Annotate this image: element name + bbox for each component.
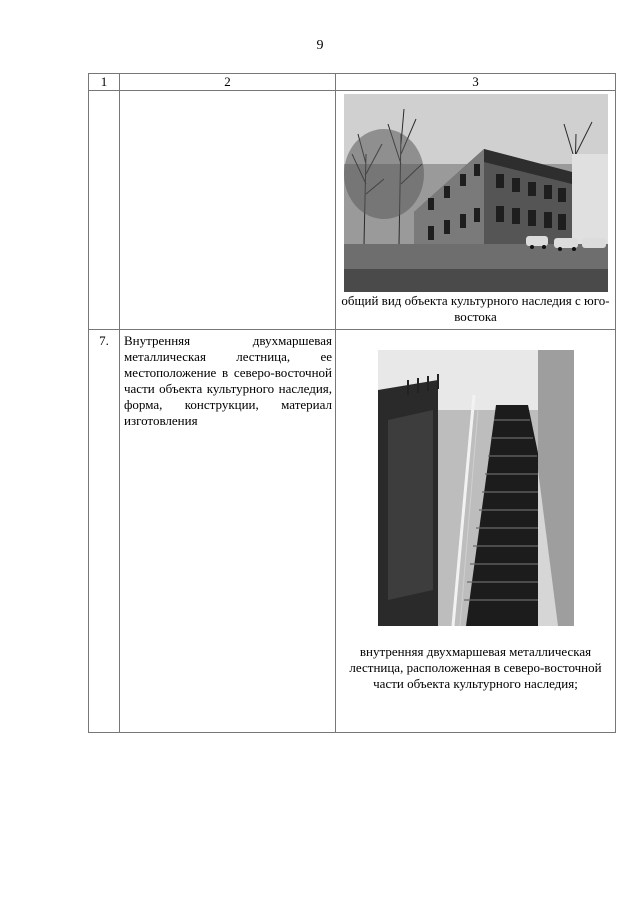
table-header-row bbox=[89, 74, 616, 91]
page-number: 9 bbox=[316, 38, 324, 53]
row-photo-cell bbox=[336, 330, 616, 733]
table-row bbox=[89, 91, 616, 330]
heritage-table bbox=[88, 73, 616, 733]
row-description-cell bbox=[120, 330, 336, 733]
building-photo bbox=[344, 94, 608, 292]
row-description: Внутренняя двухмаршевая металлическая лестница, ее местоположение в северо-восточной части объекта культурного наследия, форма, конструкции, материал изготовления bbox=[124, 333, 332, 428]
row-number-cell bbox=[89, 91, 120, 330]
row-photo-cell bbox=[336, 91, 616, 330]
table-row bbox=[89, 330, 616, 733]
staircase-photo bbox=[378, 350, 574, 626]
header-col-2: 2 bbox=[120, 74, 336, 91]
row-description-cell bbox=[120, 91, 336, 330]
row-number-cell: 7. bbox=[89, 330, 120, 733]
header-col-3: 3 bbox=[336, 74, 616, 91]
photo-caption: внутренняя двухмаршевая металлическая лестница, расположенная в северо-восточной части объекта культурного наследия; bbox=[349, 644, 602, 691]
header-col-1: 1 bbox=[89, 74, 120, 91]
photo-caption: общий вид объекта культурного наследия с юго-востока bbox=[341, 293, 610, 324]
